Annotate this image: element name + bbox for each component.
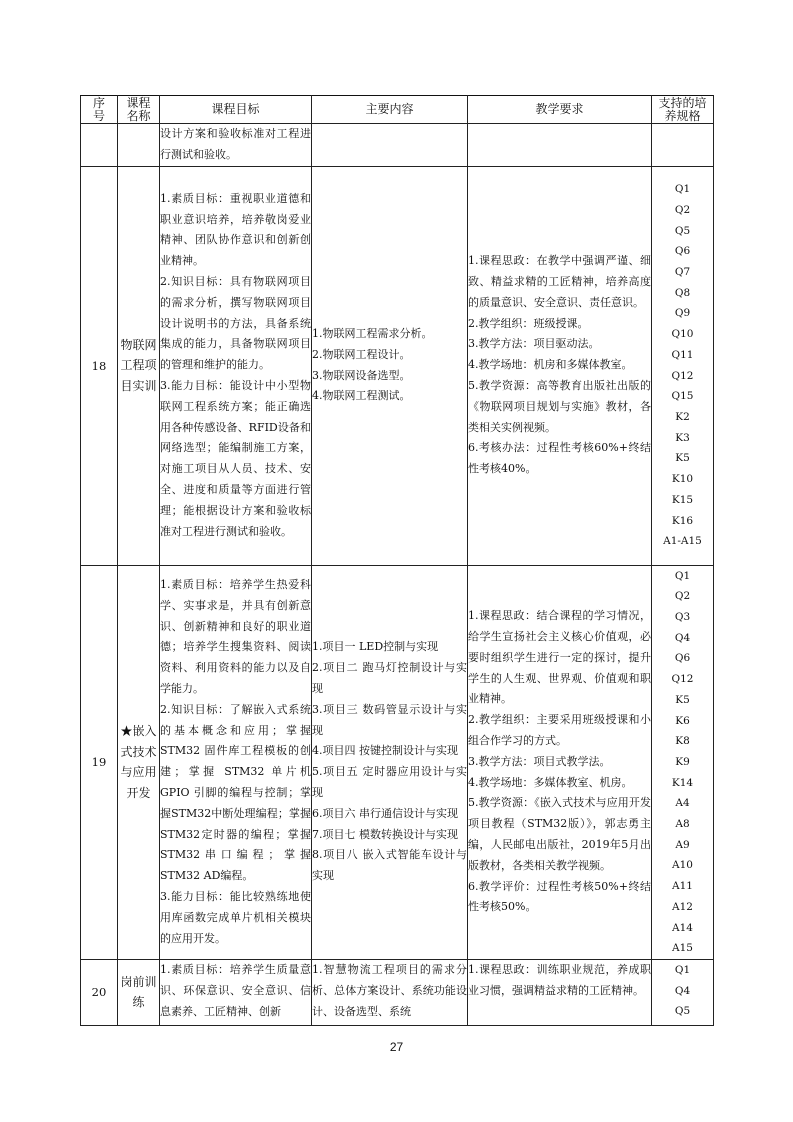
spec-code: Q9 — [674, 307, 691, 320]
header-goal: 课程目标 — [160, 96, 312, 124]
row-content — [312, 565, 468, 959]
spec-code: A11 — [672, 880, 693, 893]
content-item: 6.项目六 串行通信设计与实现 — [312, 806, 458, 820]
table-row — [81, 124, 714, 167]
spec-code: K8 — [675, 735, 690, 748]
require-item: 1.课程思政：训练职业规范，养成职业习惯，强调精益求精的工匠精神。 — [468, 962, 651, 997]
page-number: 27 — [389, 1040, 404, 1054]
spec-code: A12 — [672, 900, 693, 913]
goal-quality: 1.素质目标：培养学生质量意识、环保意识、安全意识、信息素养、工匠精神、创新 — [160, 962, 311, 1018]
table-row — [81, 166, 714, 565]
spec-code: Q4 — [674, 631, 691, 644]
row-goal — [160, 565, 312, 959]
spec-code: Q2 — [674, 590, 691, 603]
goal-ability: 3.能力目标：能设计中小型物联网工程系统方案；能正确选用各种传感设备、RFID设备和网络选型；能编制施工方案，对施工项目从人员、技术、安全、进度和质量等方面进行管理；能根据设计方案和验收标准对工程进行测试和验收。 — [160, 378, 311, 538]
header-content: 主要内容 — [312, 96, 468, 124]
row-goal — [160, 166, 312, 565]
spec-code: K6 — [675, 714, 690, 727]
spec-code: Q2 — [674, 203, 691, 216]
spec-code: Q6 — [674, 245, 691, 258]
row-require — [468, 124, 652, 167]
require-item: 5.教学资源：《嵌入式技术与应用开发项目教程（STM32版）》，郭志勇主编，人民邮电出版社，2019年5月出版教材，各类相关教学视频。 — [468, 796, 651, 872]
require-item: 2.教学组织：主要采用班级授课和小组合作学习的方式。 — [468, 713, 651, 748]
row-content — [312, 124, 468, 167]
spec-code: Q6 — [674, 652, 691, 665]
content-item: 3.项目三 数码管显示设计与实现 — [312, 702, 467, 737]
header-require: 教学要求 — [468, 96, 652, 124]
spec-code: Q10 — [671, 328, 694, 341]
require-item: 3.教学方法：项目式教学法。 — [468, 754, 611, 768]
spec-code: A1-A15 — [663, 535, 702, 548]
spec-code: A10 — [672, 859, 693, 872]
row-no: 19 — [81, 565, 118, 959]
content-item: 3.物联网设备选型。 — [312, 368, 411, 382]
row-require — [468, 166, 652, 565]
require-item: 1.课程思政：结合课程的学习情况，给学生宣扬社会主义核心价值观，必要时组织学生进行一定的探讨，提升学生的人生观、世界观、价值观和职业精神。 — [468, 609, 651, 706]
goal-quality: 1.素质目标：重视职业道德和职业意识培养，培养敬岗爱业精神、团队协作意识和创新创业精神。 — [160, 191, 311, 268]
content-item: 4.物联网工程测试。 — [312, 389, 411, 403]
row-spec — [652, 166, 714, 565]
content-item: 1.项目一 LED控制与实现 — [312, 640, 439, 654]
spec-code: Q12 — [671, 673, 694, 686]
header-no: 序号 — [81, 96, 118, 124]
row-require — [468, 959, 652, 1025]
require-item: 4.教学场地：机房和多媒体教室。 — [468, 358, 633, 372]
row-spec — [652, 565, 714, 959]
spec-code: Q11 — [671, 348, 694, 361]
table-row — [81, 959, 714, 1025]
spec-code: Q12 — [671, 369, 694, 382]
spec-code: Q7 — [674, 266, 691, 279]
require-item: 5.教学资源：高等教育出版社出版的《物联网项目规划与实施》教材，各类相关实例视频。 — [468, 378, 651, 434]
spec-code: A9 — [675, 838, 690, 851]
goal-ability: 3.能力目标：能比较熟练地使用库函数完成单片机相关模块的应用开发。 — [160, 890, 311, 945]
spec-code: Q4 — [674, 984, 691, 997]
row-spec — [652, 959, 714, 1025]
row-content — [312, 959, 468, 1025]
goal-quality: 1.素质目标：培养学生热爱科学、实事求是，并具有创新意识、创新精神和良好的职业道德；培养学生搜集资料、阅读资料、利用资料的能力以及自学能力。 — [160, 578, 311, 696]
spec-code: A14 — [672, 921, 693, 934]
require-item: 4.教学场地：多媒体教室、机房。 — [468, 775, 633, 789]
spec-code: Q1 — [674, 183, 691, 196]
require-item: 2.教学组织：班级授课。 — [468, 316, 589, 330]
spec-code: Q5 — [674, 1005, 691, 1018]
spec-code: A15 — [672, 942, 693, 955]
row-course-name: ★嵌入式技术与应用开发 — [118, 565, 160, 959]
goal-text: 设计方案和验收标准对工程进行测试和验收。 — [160, 127, 311, 161]
goal-knowledge: 2.知识目标：具有物联网项目的需求分析，撰写物联网项目设计说明书的方法，具备系统集成的能力，具备物联网项目的管理和维护的能力。 — [160, 275, 311, 372]
spec-code: K3 — [675, 431, 690, 444]
content-item: 8.项目八 嵌入式智能车设计与实现 — [312, 848, 467, 883]
require-item: 6.考核办法：过程性考核60%+终结性考核40%。 — [468, 441, 651, 476]
content-item: 1.智慧物流工程项目的需求分析、总体方案设计、系统功能设计、设备选型、系统 — [312, 962, 467, 1018]
row-goal — [160, 124, 312, 167]
spec-code: Q1 — [674, 569, 691, 582]
table-header-row — [81, 96, 714, 124]
goal-knowledge: 2.知识目标：了解嵌入式系统的基本概念和应用；掌握STM32 固件库工程模板的创建；掌握 STM32 单片机 GPIO 引脚的编程与控制；掌握STM32中断处理编程；掌握STM32定时器的编程；掌握STM32串口编程；掌握STM32 AD编程。 — [160, 702, 311, 883]
content-item: 7.项目七 模数转换设计与实现 — [312, 827, 458, 841]
spec-code: K15 — [671, 493, 694, 506]
spec-code: K2 — [675, 411, 690, 423]
row-course-name — [118, 124, 160, 167]
content-item: 5.项目五 定时器应用设计与实现 — [312, 765, 467, 800]
spec-code: Q15 — [671, 390, 694, 403]
spec-code: K5 — [675, 693, 690, 706]
course-table — [80, 95, 714, 1026]
content-item: 2.物联网工程设计。 — [312, 347, 411, 361]
spec-code: Q5 — [674, 224, 691, 237]
header-spec: 支持的培养规格 — [652, 96, 714, 124]
spec-code: A4 — [675, 797, 690, 810]
row-course-name: 物联网工程项目实训 — [118, 166, 160, 565]
spec-code: Q8 — [674, 286, 691, 299]
spec-code: K9 — [675, 755, 690, 768]
row-no: 20 — [81, 959, 118, 1025]
spec-code: Q1 — [674, 963, 691, 976]
require-item: 1.课程思政：在教学中强调严谨、细致、精益求精的工匠精神，培养高度的质量意识、安全意识、责任意识。 — [468, 254, 651, 309]
header-name: 课程名称 — [118, 96, 160, 124]
spec-code: K5 — [675, 452, 690, 465]
spec-code: Q3 — [674, 611, 691, 623]
table-row — [81, 565, 714, 959]
content-item: 1.物联网工程需求分析。 — [312, 327, 433, 340]
row-no — [81, 124, 118, 167]
row-no: 18 — [81, 166, 118, 565]
content-item: 2.项目二 跑马灯控制设计与实现 — [312, 661, 467, 696]
content-item: 4.项目四 按键控制设计与实现 — [312, 744, 458, 758]
row-require — [468, 565, 652, 959]
spec-code: K10 — [671, 473, 694, 486]
row-course-name: 岗前训练 — [118, 959, 160, 1025]
spec-code: K14 — [671, 776, 694, 789]
row-spec — [652, 124, 714, 167]
row-content — [312, 166, 468, 565]
spec-code: K16 — [671, 514, 694, 527]
row-goal — [160, 959, 312, 1025]
spec-code: A8 — [675, 818, 690, 831]
require-item: 3.教学方法：项目驱动法。 — [468, 337, 600, 351]
require-item: 6.教学评价：过程性考核50%+终结性考核50%。 — [468, 879, 651, 914]
